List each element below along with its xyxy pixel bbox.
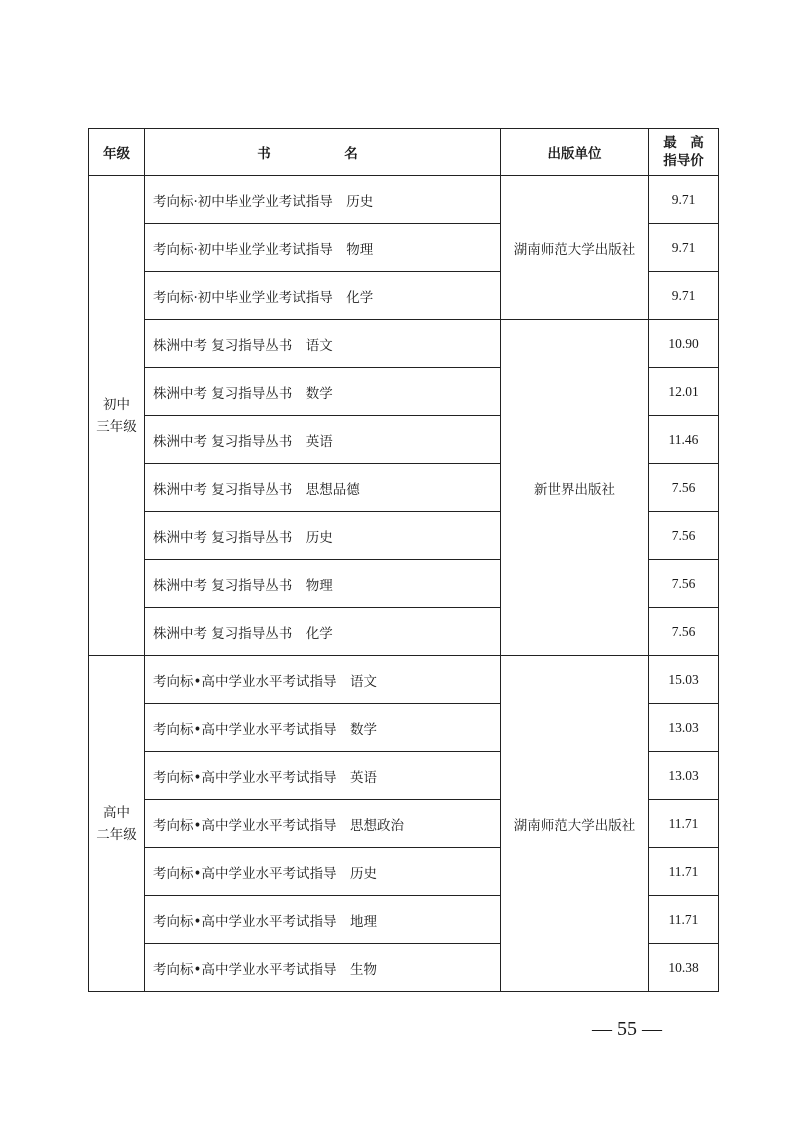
table-header-row [89,129,719,176]
grade-line2: 三年级 [96,418,137,435]
book-title: 考向标·初中毕业学业考试指导 化学 [145,272,501,320]
book-title: 株洲中考 复习指导丛书 英语 [145,416,501,464]
table-row [89,176,719,224]
grade-cell-junior [89,176,145,656]
book-title: 考向标•高中学业水平考试指导 英语 [145,752,501,800]
header-grade: 年级 [89,129,145,176]
book-title: 株洲中考 复习指导丛书 思想品德 [145,464,501,512]
header-price-line2: 指导价 [663,153,704,169]
price-cell: 7.56 [649,608,719,656]
price-cell: 10.38 [649,944,719,992]
book-title: 考向标·初中毕业学业考试指导 历史 [145,176,501,224]
book-title: 株洲中考 复习指导丛书 语文 [145,320,501,368]
price-cell: 11.71 [649,800,719,848]
price-cell: 10.90 [649,320,719,368]
book-title: 考向标•高中学业水平考试指导 历史 [145,848,501,896]
grade-line1: 初中 [103,396,130,413]
book-title: 考向标•高中学业水平考试指导 生物 [145,944,501,992]
price-cell: 9.71 [649,224,719,272]
price-cell: 15.03 [649,656,719,704]
book-title: 株洲中考 复习指导丛书 物理 [145,560,501,608]
price-cell: 11.46 [649,416,719,464]
table-row [89,656,719,704]
header-title-text: 书 名 [257,146,388,162]
header-price [649,129,719,176]
publisher-cell: 新世界出版社 [501,320,649,656]
book-title: 考向标•高中学业水平考试指导 语文 [145,656,501,704]
publisher-cell: 湖南师范大学出版社 [501,176,649,320]
page-number: — 55 — [592,1018,662,1040]
price-cell: 9.71 [649,272,719,320]
price-cell: 12.01 [649,368,719,416]
book-title: 株洲中考 复习指导丛书 历史 [145,512,501,560]
price-cell: 13.03 [649,752,719,800]
publisher-cell: 湖南师范大学出版社 [501,656,649,992]
price-cell: 7.56 [649,560,719,608]
book-title: 考向标·初中毕业学业考试指导 物理 [145,224,501,272]
grade-line1: 高中 [103,804,130,821]
price-cell: 7.56 [649,464,719,512]
book-title: 株洲中考 复习指导丛书 数学 [145,368,501,416]
price-cell: 11.71 [649,896,719,944]
price-cell: 11.71 [649,848,719,896]
header-publisher: 出版单位 [501,129,649,176]
price-table [88,128,719,992]
grade-line2: 二年级 [96,826,137,843]
header-title [145,129,501,176]
price-cell: 13.03 [649,704,719,752]
book-title: 考向标•高中学业水平考试指导 数学 [145,704,501,752]
price-cell: 9.71 [649,176,719,224]
price-cell: 7.56 [649,512,719,560]
table-row [89,320,719,368]
grade-cell-senior [89,656,145,992]
book-title: 考向标•高中学业水平考试指导 地理 [145,896,501,944]
header-price-line1: 最 高 [663,135,704,151]
book-title: 考向标•高中学业水平考试指导 思想政治 [145,800,501,848]
book-title: 株洲中考 复习指导丛书 化学 [145,608,501,656]
